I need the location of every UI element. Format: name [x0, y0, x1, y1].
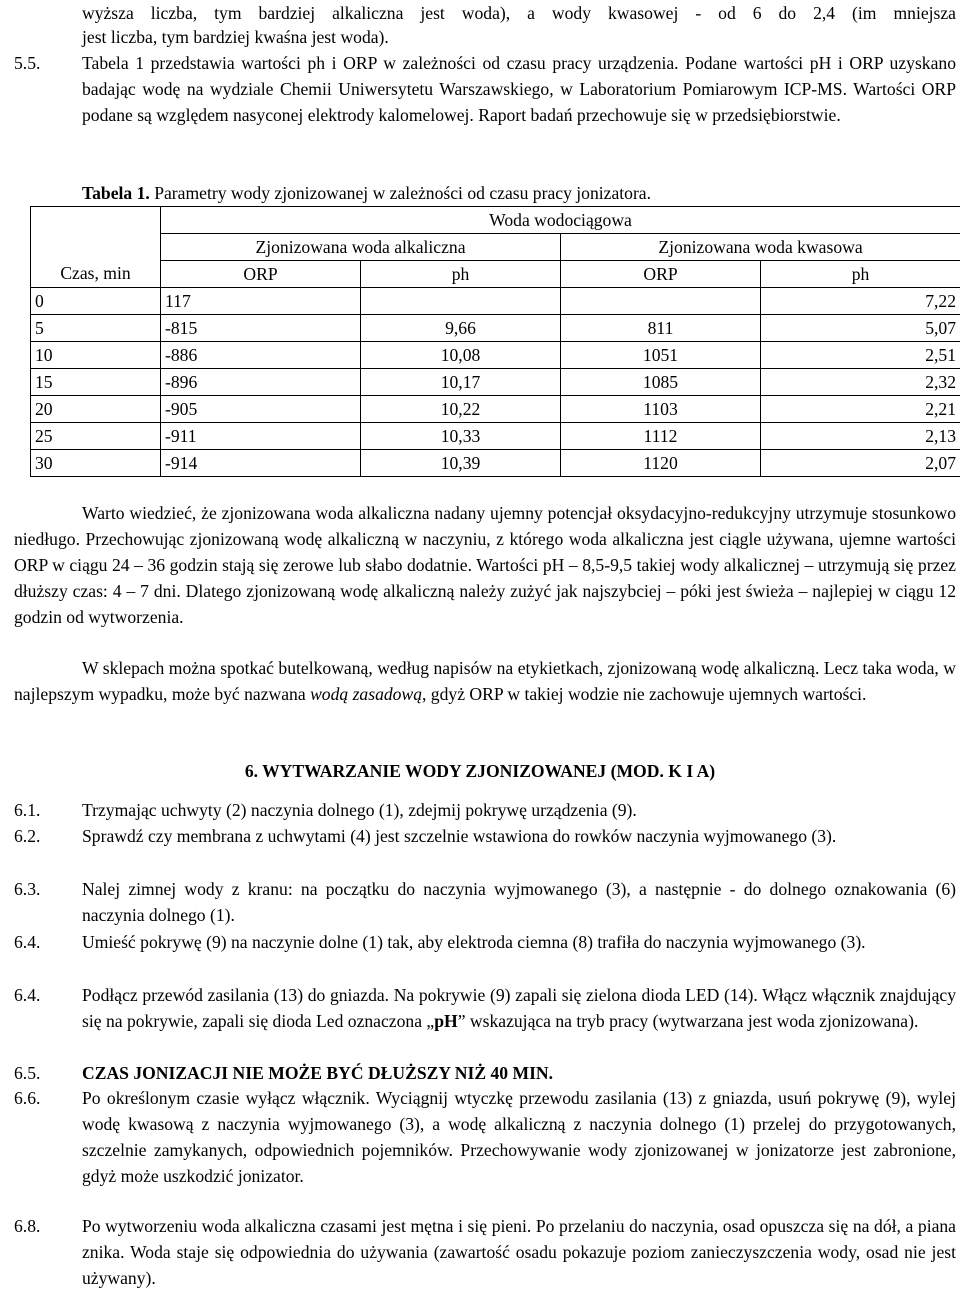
step-text — [82, 982, 956, 1034]
intro-line-1: wyższa liczba, tym bardziej alkaliczna jest woda), a wody kwasowej - od 6 do 2,4 (im mniejsza — [82, 3, 956, 23]
step-item — [0, 823, 960, 875]
step-text-start: Podłącz przewód zasilania (13) do gniazda. Na pokrywie (9) zapali się zielona dioda LED (14). Włącz włącznik znajdujący się na pokrywie, zapali się dioda Led oznaczona „ — [82, 985, 956, 1031]
table-cell-ph-alkaline: 9,66 — [361, 315, 561, 342]
table-col-ph-alkaline: ph — [361, 261, 561, 288]
table-cell-orp-acidic: 1112 — [561, 423, 761, 450]
table-cell-orp-alkaline: -914 — [161, 450, 361, 477]
step-text-end: ” wskazująca na tryb pracy (wytwarzana jest woda zjonizowana). — [457, 1011, 919, 1031]
table-cell-orp-alkaline: -905 — [161, 396, 361, 423]
table-cell-ph-alkaline: 10,33 — [361, 423, 561, 450]
table-group-acidic: Zjonizowana woda kwasowa — [561, 234, 960, 261]
section-6-heading: 6. WYTWARZANIE WODY ZJONIZOWANEJ (MOD. K I A) — [244, 761, 716, 781]
data-table — [30, 206, 960, 477]
step-number: 6.4. — [14, 932, 41, 952]
table-cell-orp-acidic: 811 — [561, 315, 761, 342]
paragraph-ionized-water-info: Warto wiedzieć, że zjonizowana woda alkaliczna nadany ujemny potencjał oksydacyjno-redukcyjny utrzymuje stosunkowo niedługo. Przechowując zjonizowaną wodę alkaliczną w naczyniu, z którego woda alkaliczna jest ciągle używana, ujemne wartości ORP w ciągu 24 – 36 godzin stają się zerowe lub słabo dodatnie. Wartości pH – 8,5-9,5 takiej wody alkalicznej – utrzymują się przez dłuższy czas: 4 – 7 dni. Dlatego zjonizowaną wodę alkaliczną należy zużyć jak najszybciej – póki jest świeża – najlepiej w ciągu 12 godzin od wytworzenia. — [14, 503, 956, 627]
table-cell-ph-alkaline: 10,08 — [361, 342, 561, 369]
table-cell-orp-acidic: 1120 — [561, 450, 761, 477]
table-cell-orp-alkaline: -911 — [161, 423, 361, 450]
table-cell-orp-acidic: 1051 — [561, 342, 761, 369]
table-header-row-3 — [31, 261, 960, 288]
table-cell-orp-alkaline: -886 — [161, 342, 361, 369]
table-row — [31, 423, 960, 450]
step-item — [0, 929, 960, 981]
table-header-row-2 — [31, 234, 960, 261]
table-group-alkaline: Zjonizowana woda alkaliczna — [161, 234, 561, 261]
table-cell-ph-acidic: 7,22 — [761, 288, 960, 315]
step-text: Po wytworzeniu woda alkaliczna czasami jest mętna i się pieni. Po przelaniu do naczynia, osad opuszcza się na dół, a piana znika. Woda staje się odpowiednia do używania (zawartość osadu pokazuje poziom zanieczyszczenia wody, osad nie jest używany). — [82, 1216, 956, 1288]
table-corner-cell — [31, 207, 161, 234]
table-cell-time: 15 — [31, 369, 161, 396]
table-cell-ph-acidic: 2,07 — [761, 450, 960, 477]
paragraph-italic-term: wodą zasadową — [310, 684, 422, 704]
table-row — [31, 450, 960, 477]
table-cell-ph-acidic: 2,21 — [761, 396, 960, 423]
step-number: 6.8. — [14, 1216, 41, 1236]
table-cell-time: 5 — [31, 315, 161, 342]
section-number: 5.5. — [14, 53, 41, 73]
paragraph-bottled-water — [14, 655, 956, 707]
step-text: Nalej zimnej wody z kranu: na początku do naczynia wyjmowanego (3), a następnie - do dolnego oznakowania (6) naczynia dolnego (1). — [82, 879, 956, 925]
intro-line-2: jest liczba, tym bardziej kwaśna jest woda). — [82, 27, 389, 47]
table-cell-ph-alkaline: 10,39 — [361, 450, 561, 477]
table-cell-orp-acidic — [561, 288, 761, 315]
table-cell-ph-acidic: 2,51 — [761, 342, 960, 369]
paragraph-text-end: , gdyż ORP w takiej wodzie nie zachowuje ujemnych wartości. — [422, 684, 867, 704]
table-col-orp-alkaline: ORP — [161, 261, 361, 288]
table-cell-time: 0 — [31, 288, 161, 315]
table-cell-time: 30 — [31, 450, 161, 477]
step-item — [0, 982, 960, 1060]
step-item — [0, 797, 960, 823]
table-row — [31, 315, 960, 342]
table-cell-ph-alkaline — [361, 288, 561, 315]
table-row — [31, 288, 960, 315]
table-cell-time: 25 — [31, 423, 161, 450]
step-number: 6.1. — [14, 800, 41, 820]
table-header-top: Woda wodociągowa — [161, 207, 960, 234]
step-number: 6.4. — [14, 985, 41, 1005]
table-col-orp-acidic: ORP — [561, 261, 761, 288]
table-cell-orp-alkaline: 117 — [161, 288, 361, 315]
step-number: 6.5. — [14, 1063, 41, 1083]
section-text: Tabela 1 przedstawia wartości ph i ORP w zależności od czasu pracy urządzenia. Podane wartości pH i ORP uzyskano badając wodę na wydziale Chemii Uniwersytetu Warszawskiego, w Laboratorium Pomiarowym ICP-MS. Wartości ORP podane są względem nasyconej elektrody kalomelowej. Raport badań przechowuje się w przedsiębiorstwie. — [82, 53, 956, 125]
table-caption — [82, 180, 960, 206]
table-row — [31, 342, 960, 369]
table-caption-text: Parametry wody zjonizowanej w zależności od czasu pracy jonizatora. — [149, 183, 652, 203]
table-cell-ph-acidic: 2,13 — [761, 423, 960, 450]
table-row — [31, 369, 960, 396]
step-text: Umieść pokrywę (9) na naczynie dolne (1) tak, aby elektroda ciemna (8) trafiła do naczynia wyjmowanego (3). — [82, 932, 866, 952]
paragraph-text-start: W sklepach można spotkać butelkowaną, według napisów na etykietkach, zjonizowaną wodę alkaliczną. Lecz taka woda, w najlepszym wypadku, może być nazwana — [14, 658, 956, 704]
table-corner-cell — [31, 234, 161, 261]
table-cell-ph-acidic: 2,32 — [761, 369, 960, 396]
table-row — [31, 396, 960, 423]
table-cell-orp-alkaline: -815 — [161, 315, 361, 342]
step-text: Trzymając uchwyty (2) naczynia dolnego (1), zdejmij pokrywę urządzenia (9). — [82, 800, 637, 820]
step-item — [0, 1085, 960, 1215]
step-number: 6.3. — [14, 879, 41, 899]
table-cell-orp-acidic: 1085 — [561, 369, 761, 396]
table-cell-ph-alkaline: 10,22 — [361, 396, 561, 423]
step-number: 6.6. — [14, 1088, 41, 1108]
step-text: Sprawdź czy membrana z uchwytami (4) jest szczelnie wstawiona do rowków naczynia wyjmowanego (3). — [82, 826, 837, 846]
step-item — [0, 1060, 960, 1086]
step-number: 6.2. — [14, 826, 41, 846]
table-header-row-1 — [31, 207, 960, 234]
step-item — [0, 1213, 960, 1291]
table-cell-time: 10 — [31, 342, 161, 369]
section-5-5 — [0, 50, 960, 180]
table-col-ph-acidic: ph — [761, 261, 960, 288]
step-item — [0, 876, 960, 928]
table-cell-orp-acidic: 1103 — [561, 396, 761, 423]
table-cell-ph-alkaline: 10,17 — [361, 369, 561, 396]
table-cell-time: 20 — [31, 396, 161, 423]
table-cell-ph-acidic: 5,07 — [761, 315, 960, 342]
step-text-bold: pH — [434, 1011, 458, 1031]
step-text: Po określonym czasie wyłącz włącznik. Wyciągnij wtyczkę przewodu zasilania (13) z gniazda, usuń pokrywę (9), wylej wodę kwasową z naczynia wyjmowanego (3), a wodę alkaliczną z naczynia dolnego (1) przelej do przygotowanych, szczelnie zamykanych, odpowiednich pojemników. Przechowywanie wody zjonizowanej w jonizatorze jest zabronione, gdyż może uszkodzić jonizator. — [82, 1088, 956, 1186]
table-caption-label: Tabela 1. — [82, 183, 150, 203]
table-cell-orp-alkaline: -896 — [161, 369, 361, 396]
step-text-warning: CZAS JONIZACJI NIE MOŻE BYĆ DŁUŻSZY NIŻ 40 MIN. — [82, 1063, 554, 1083]
table-col-time: Czas, min — [31, 261, 161, 288]
